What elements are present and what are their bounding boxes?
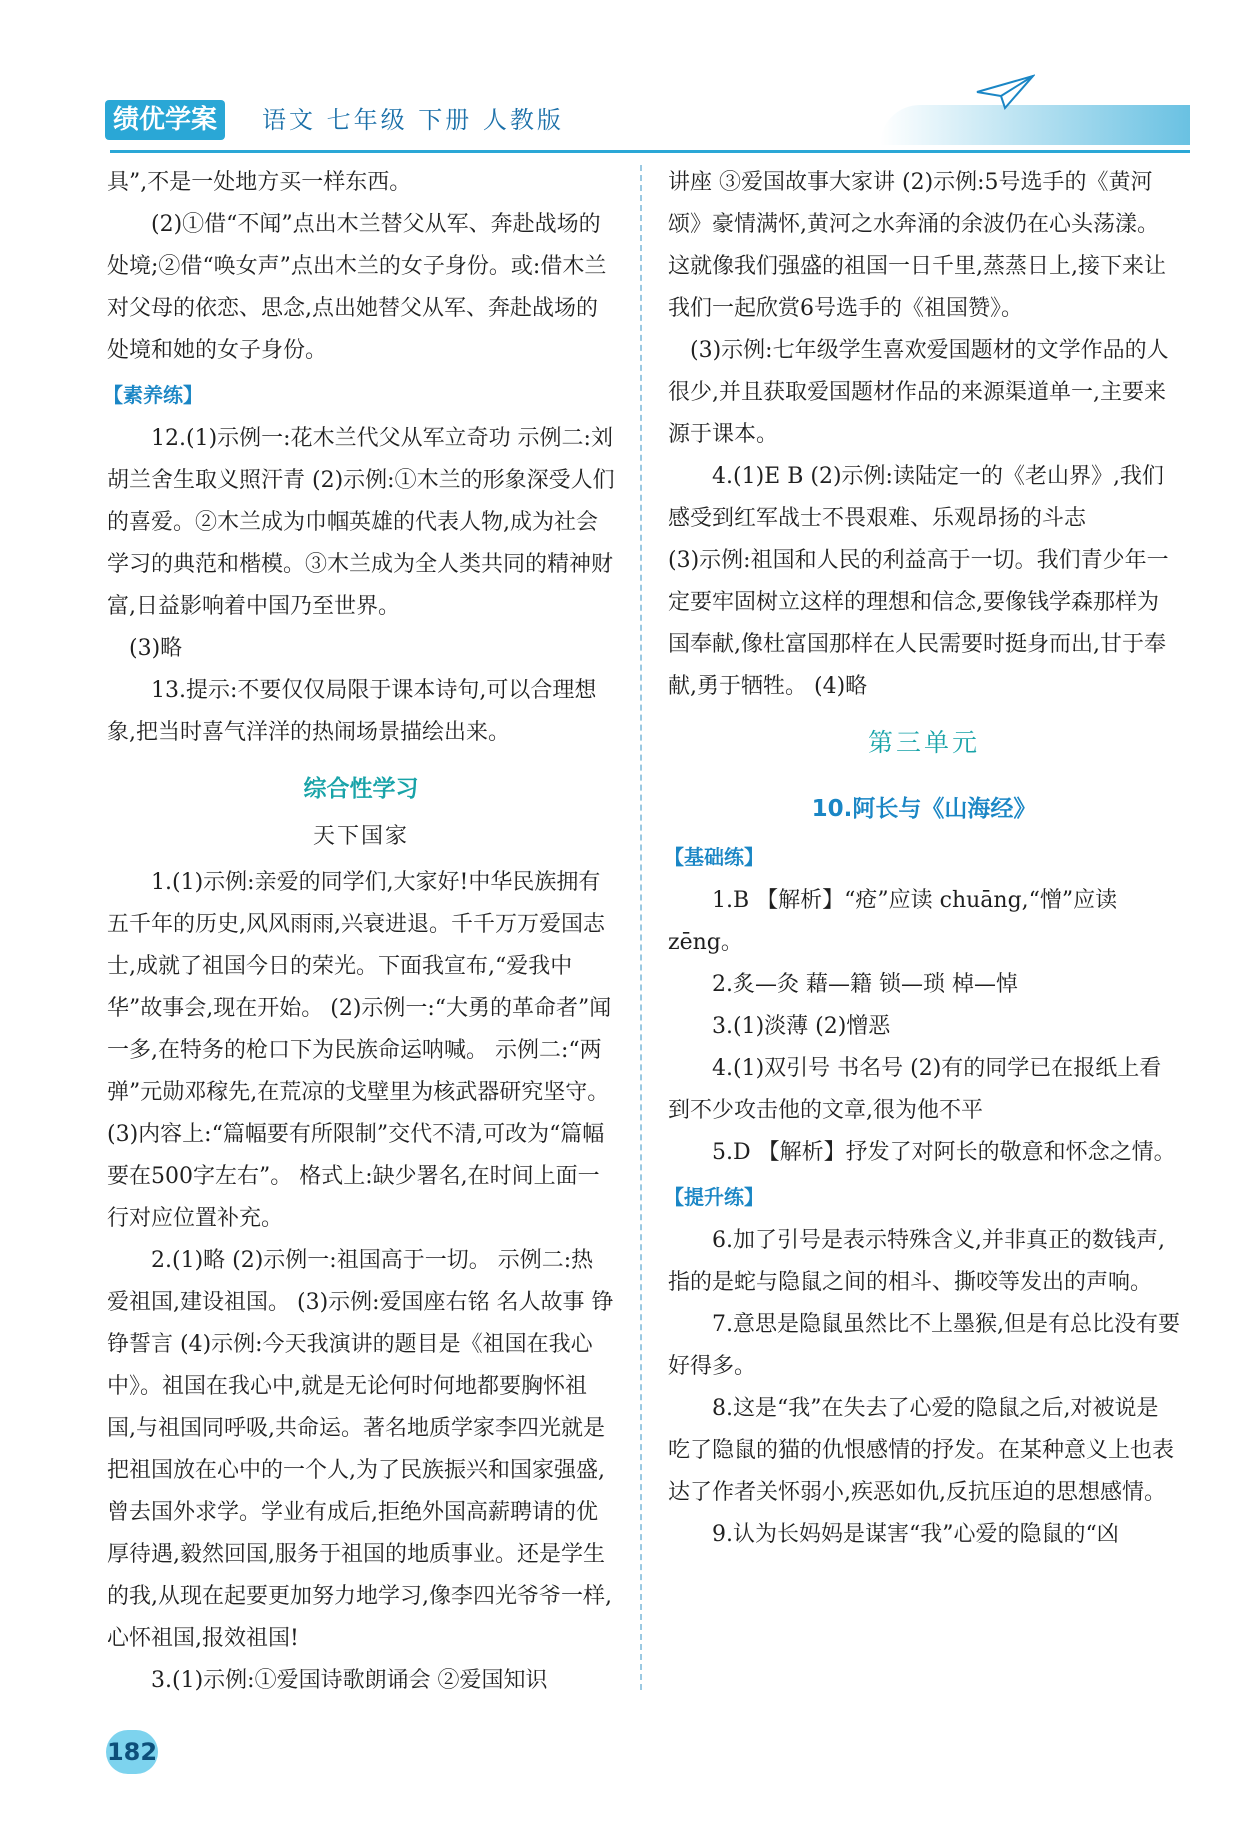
answer-paragraph: 9.认为长妈妈是谋害“我”心爱的隐鼠的“凶 <box>712 1522 1119 1547</box>
answer-paragraph: 1.B 【解析】“疮”应读 chuāng,“憎”应读 zēng。 <box>668 888 1118 955</box>
answer-paragraph: 6.加了引号是表示特殊含义,并非真正的数钱声,指的是蛇与隐鼠之间的相斗、撕咬等发出的声响。 <box>668 1228 1165 1295</box>
answer-paragraph: 具”,不是一处地方买一样东西。 <box>107 170 412 195</box>
brand-logo: 绩优学案 <box>105 100 225 140</box>
header-rule <box>110 150 1190 153</box>
answer-paragraph: 1.(1)示例:亲爱的同学们,大家好!中华民族拥有五千年的历史,风风雨雨,兴衰进退。千千万万爱国志士,成就了祖国今日的荣光。下面我宣布,“爱我中华”故事会,现在开始。 (2)示例一:“大勇的革命者”闻一多,在特务的枪口下为民族命运呐喊。 示例二:“两弹”元勋邓稼先,在荒凉的戈壁里为核武器研究坚守。 (3)内容上:“篇幅要有所限制”交代不清,可改为“篇幅要在500字左右”。 格式上:缺少署名,在时间上面一行对应位置补充。 <box>107 870 612 1231</box>
column-divider <box>640 165 642 1690</box>
answer-paragraph: (3)示例:七年级学生喜欢爱国题材的文学作品的人很少,并且获取爱国题材作品的来源渠道单一,主要来源于课本。 <box>668 338 1169 447</box>
page-header <box>0 0 1250 150</box>
answer-paragraph: (2)①借“不闻”点出木兰替父从军、奔赴战场的处境;②借“唤女声”点出木兰的女子身份。或:借木兰对父母的依恋、思念,点出她替父从军、奔赴战场的处境和她的女子身份。 <box>107 212 607 363</box>
answer-paragraph: 2.炙—灸 藉—籍 锁—琐 棹—悼 <box>712 972 1018 997</box>
answer-paragraph: 3.(1)淡薄 (2)憎恶 <box>712 1014 891 1039</box>
answer-paragraph: 5.D 【解析】抒发了对阿长的敬意和怀念之情。 <box>712 1140 1176 1165</box>
section-tag: 【素养练】 <box>103 383 203 407</box>
section-title: 综合性学习 <box>303 776 419 802</box>
answer-paragraph: 12.(1)示例一:花木兰代父从军立奇功 示例二:刘胡兰舍生取义照汗青 (2)示例:①木兰的形象深受人们的喜爱。②木兰成为巾帼英雄的代表人物,成为社会学习的典范和楷模。③木兰成为全人类共同的精神财富,日益影响着中国乃至世界。 <box>107 426 615 619</box>
paper-plane-icon <box>975 72 1035 112</box>
page-number: 182 <box>106 1730 158 1774</box>
section-tag: 【基础练】 <box>664 845 764 869</box>
section-tag: 【提升练】 <box>664 1185 764 1209</box>
answer-paragraph: 3.(1)示例:①爱国诗歌朗诵会 ②爱国知识 <box>151 1668 548 1693</box>
lesson-title: 10.阿长与《山海经》 <box>811 796 1037 822</box>
answer-paragraph: (3)示例:祖国和人民的利益高于一切。我们青少年一定要牢固树立这样的理想和信念,要像钱学森那样为国奉献,像杜富国那样在人民需要时挺身而出,甘于奉献,勇于牺牲。 (4)略 <box>668 548 1169 699</box>
book-subject: 语文 七年级 下册 人教版 <box>262 106 564 134</box>
answer-paragraph: (3)略 <box>129 636 183 661</box>
section-subtitle: 天下国家 <box>312 824 409 849</box>
answer-paragraph: 4.(1)双引号 书名号 (2)有的同学已在报纸上看到不少攻击他的文章,很为他不平 <box>668 1056 1162 1123</box>
left-column <box>103 162 615 1702</box>
right-column <box>664 162 1180 1556</box>
unit-title: 第三单元 <box>867 728 980 757</box>
answer-paragraph: 7.意思是隐鼠虽然比不上墨猴,但是有总比没有要好得多。 <box>668 1312 1180 1379</box>
answer-paragraph: 13.提示:不要仅仅局限于课本诗句,可以合理想象,把当时喜气洋洋的热闹场景描绘出来。 <box>107 678 597 745</box>
answer-paragraph: 讲座 ③爱国故事大家讲 (2)示例:5号选手的《黄河颂》豪情满怀,黄河之水奔涌的余波仍在心头荡漾。这就像我们强盛的祖国一日千里,蒸蒸日上,接下来让我们一起欣赏6号选手的《祖国赞》。 <box>668 170 1166 321</box>
answer-paragraph: 8.这是“我”在失去了心爱的隐鼠之后,对被说是吃了隐鼠的猫的仇恨感情的抒发。在某种意义上也表达了作者关怀弱小,疾恶如仇,反抗压迫的思想感情。 <box>668 1396 1175 1505</box>
answer-paragraph: 4.(1)E B (2)示例:读陆定一的《老山界》,我们感受到红军战士不畏艰难、乐观昂扬的斗志 <box>668 464 1164 531</box>
answer-paragraph: 2.(1)略 (2)示例一:祖国高于一切。 示例二:热爱祖国,建设祖国。 (3)示例:爱国座右铭 名人故事 铮铮誓言 (4)示例:今天我演讲的题目是《祖国在我心中》。祖国在我心中,就是无论何时何地都要胸怀祖国,与祖国同呼吸,共命运。著名地质学家李四光就是把祖国放在心中的一个人,为了民族振兴和国家强盛,曾去国外求学。学业有成后,拒绝外国高薪聘请的优厚待遇,毅然回国,服务于祖国的地质事业。还是学生的我,从现在起要更加努力地学习,像李四光爷爷一样,心怀祖国,报效祖国! <box>107 1248 614 1651</box>
header-wave-decoration <box>880 105 1190 145</box>
